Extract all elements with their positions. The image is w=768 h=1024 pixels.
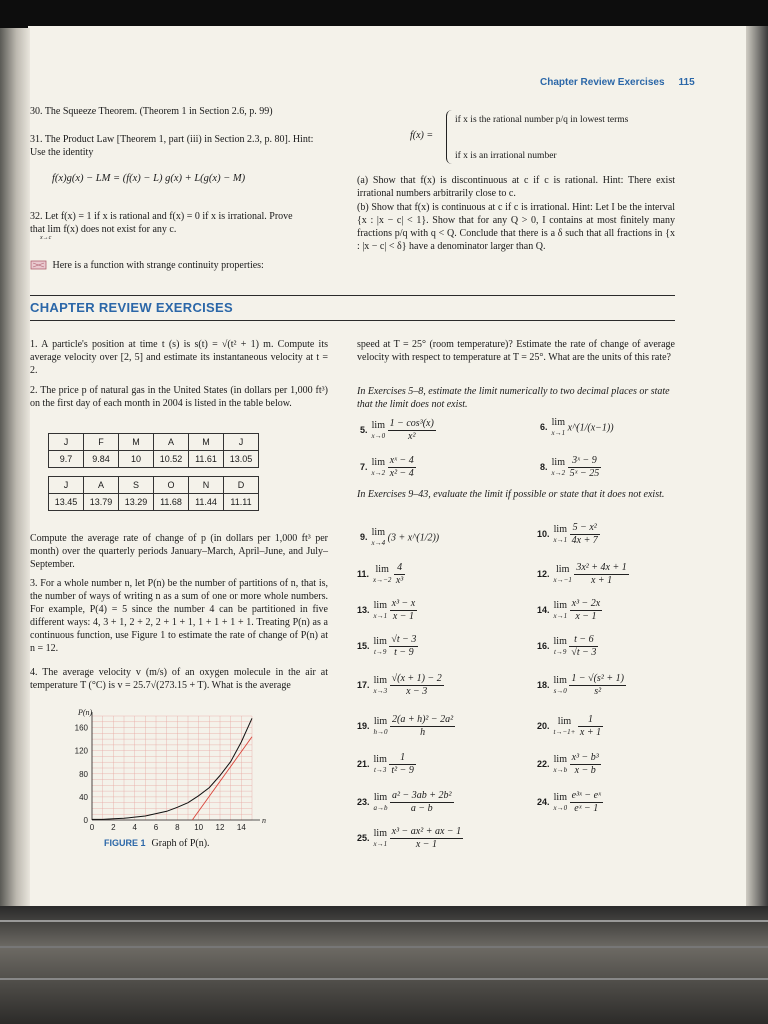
exercise-31-hint: Use the identity xyxy=(30,147,94,158)
limit-operator xyxy=(554,525,568,545)
lim-word: lim xyxy=(553,635,567,647)
y-axis-label: P(n) xyxy=(78,708,93,717)
limit-operator xyxy=(372,528,386,548)
denominator: x − 1 xyxy=(392,611,415,622)
limit-subscript: t→3 xyxy=(373,765,387,774)
fraction xyxy=(578,714,603,739)
lim-word: lim xyxy=(553,599,567,611)
numerator: 4 xyxy=(394,562,405,575)
limit-subscript: h→0 xyxy=(373,727,388,736)
exercise-number: 7. xyxy=(360,461,368,472)
limit-subscript: x→1 xyxy=(373,839,388,848)
exercise-number: 25. xyxy=(357,832,370,843)
table-cell: 11.61 xyxy=(189,451,224,468)
limit-subscript: t→9 xyxy=(373,647,387,656)
limit-subscript: x→1 xyxy=(553,611,568,620)
denominator: t² − 9 xyxy=(391,765,414,776)
fraction xyxy=(574,562,628,587)
instructions-5-8: In Exercises 5–8, estimate the limit numerically to two decimal places or state that the limit does not exist. xyxy=(357,386,670,410)
x-tick-label: 8 xyxy=(175,823,180,832)
denominator: x + 1 xyxy=(590,575,613,586)
exercise-number: 17. xyxy=(357,679,370,690)
lim-word: lim xyxy=(371,456,385,468)
table-header-row xyxy=(49,434,259,451)
denominator: a − b xyxy=(410,803,433,814)
exercise-22 xyxy=(537,752,601,777)
denominator: x − 1 xyxy=(575,611,597,622)
lim-word: lim xyxy=(553,523,567,535)
x-tick-label: 12 xyxy=(215,823,225,832)
x-tick-label: 14 xyxy=(236,823,246,832)
exercise-12 xyxy=(537,562,629,587)
exercise-16 xyxy=(537,634,598,659)
fraction xyxy=(390,826,464,851)
table-header-row xyxy=(49,477,259,494)
table-cell: 13.45 xyxy=(49,494,84,511)
fraction xyxy=(568,455,602,480)
page-number: 115 xyxy=(678,77,695,88)
fraction xyxy=(569,634,598,659)
exercise-18 xyxy=(537,673,626,698)
exercise-number: 19. xyxy=(357,720,370,731)
limit-subscript: x→c xyxy=(40,235,52,241)
numerator: 5 − x² xyxy=(570,522,600,535)
limit-subscript: t→−1+ xyxy=(553,727,576,736)
numerator: x³ − b³ xyxy=(571,752,599,763)
exercise-33a: (a) Show that f(x) is discontinuous at c if c is rational. Hint: There exist irrational numbers arbitrarily close to c. xyxy=(357,175,675,199)
limit-subscript: x→−2 xyxy=(373,575,392,584)
denominator: x² − 4 xyxy=(389,468,414,479)
limit-operator xyxy=(552,458,566,478)
denominator: x − 1 xyxy=(415,839,437,850)
fraction xyxy=(570,752,601,777)
limit-operator xyxy=(554,793,568,813)
numerator: 1 − √(s² + 1) xyxy=(571,673,624,684)
exercise-25 xyxy=(357,826,463,851)
exercise-number: 18. xyxy=(537,679,550,690)
figure-label: FIGURE 1 xyxy=(104,838,146,848)
lim-word: lim xyxy=(373,715,388,727)
running-title: Chapter Review Exercises xyxy=(540,77,665,88)
limit-operator xyxy=(374,755,387,775)
limit-operator xyxy=(552,418,566,438)
lim-word: lim xyxy=(373,674,387,686)
table-cell: M xyxy=(189,434,224,451)
denominator: s² xyxy=(594,686,602,697)
fraction xyxy=(570,790,603,815)
table-cell: 13.29 xyxy=(119,494,154,511)
limit-operator xyxy=(554,755,568,775)
numerator: 3x² + 4x + 1 xyxy=(576,562,627,573)
limit-operator xyxy=(374,717,388,737)
fraction xyxy=(388,418,436,443)
lim-word: lim xyxy=(373,599,387,611)
numerator: e³ˣ − eˣ xyxy=(571,790,601,801)
limit-subscript: t→9 xyxy=(553,647,567,656)
numerator: x³ − x xyxy=(391,598,416,609)
exercise-6 xyxy=(540,418,614,438)
exercise-number: 22. xyxy=(537,758,550,769)
exercise-2: 2. The price p of natural gas in the United States (in dollars per 1,000 ft³) on the first day of each month in 2004 is listed in the table below. xyxy=(30,385,328,409)
lim-word: lim xyxy=(551,417,565,428)
x-axis-label: n xyxy=(262,816,266,825)
section-rule-bottom xyxy=(30,320,675,321)
exercise-32: 32. Let f(x) = 1 if x is rational and f(x) = 0 if x is irrational. Prove xyxy=(30,211,293,222)
limit-operator xyxy=(554,565,572,585)
exercise-2-question: Compute the average rate of change of p (in dollars per 1,000 ft³ per month) over the quarterly periods January–March, April–June, and July–September. xyxy=(30,533,328,570)
limit-subscript: s→0 xyxy=(553,686,567,695)
exercise-19 xyxy=(357,714,455,739)
limit-operator xyxy=(374,676,388,696)
table-cell: 13.79 xyxy=(84,494,119,511)
fraction xyxy=(389,752,416,777)
running-header xyxy=(540,77,695,88)
limit-operator xyxy=(373,565,391,585)
numerator: 2(a + h)² − 2a² xyxy=(392,714,454,725)
gas-price-table-1 xyxy=(48,433,259,468)
section-rule-top xyxy=(30,295,675,296)
numerator: x³ − ax² + ax − 1 xyxy=(391,826,462,837)
exercise-number: 21. xyxy=(357,758,370,769)
lim-word: lim xyxy=(373,827,387,839)
exercise-9 xyxy=(360,528,439,548)
piecewise-case-1: if x is the rational number p/q in lowest terms xyxy=(455,115,629,125)
table-cell: 11.44 xyxy=(189,494,224,511)
limit-expression: x^(1/(x−1)) xyxy=(567,422,614,434)
limit-operator xyxy=(374,793,388,813)
table-cell: 10 xyxy=(119,451,154,468)
numerator: 1 − cos³(x) xyxy=(389,418,434,429)
exercise-number: 24. xyxy=(537,796,550,807)
exercise-number: 10. xyxy=(537,528,550,539)
numerator: √t − 3 xyxy=(391,634,417,645)
table-cell: 9.84 xyxy=(84,451,119,468)
limit-operator xyxy=(374,601,388,621)
gas-price-table-2 xyxy=(48,476,259,511)
lim-word: lim xyxy=(373,791,388,803)
numerator: a² − 3ab + 2b² xyxy=(392,790,452,801)
table-cell: F xyxy=(84,434,119,451)
table-cell: 11.11 xyxy=(224,494,259,511)
fraction xyxy=(390,598,418,623)
tangent-line xyxy=(192,737,252,820)
table-cell: O xyxy=(154,477,189,494)
y-tick-label: 160 xyxy=(74,723,88,733)
denominator: 4x + 7 xyxy=(571,535,598,546)
table-cell: 13.05 xyxy=(224,451,259,468)
exercise-number: 13. xyxy=(357,604,370,615)
y-tick-label: 120 xyxy=(74,746,88,756)
table-cell: 9.7 xyxy=(49,451,84,468)
numerator: t − 6 xyxy=(569,634,598,647)
y-tick-label: 0 xyxy=(83,816,88,825)
limit-subscript: a→b xyxy=(373,803,388,812)
exercise-4: 4. The average velocity v (m/s) of an oxygen molecule in the air at temperature T (°C) is v = 25.7√(273.15 + T). What is the average xyxy=(30,667,328,691)
exercise-17 xyxy=(357,673,444,698)
y-tick-label: 80 xyxy=(79,769,88,779)
exercise-15 xyxy=(357,634,418,659)
lim-word: lim xyxy=(553,674,567,686)
exercise-33-text: Here is a function with strange continuity properties: xyxy=(52,260,264,271)
exercise-24 xyxy=(537,790,603,815)
x-tick-label: 4 xyxy=(132,823,137,832)
lim-word: lim xyxy=(373,753,387,765)
denominator: x − b xyxy=(574,765,596,776)
fraction xyxy=(390,673,444,698)
table-cell: J xyxy=(49,477,84,494)
exercise-number: 5. xyxy=(360,424,368,435)
book-gutter xyxy=(0,28,30,908)
figure-caption-text: Graph of P(n). xyxy=(151,838,210,849)
exercise-5 xyxy=(360,418,436,443)
exercise-number: 12. xyxy=(537,568,550,579)
piecewise-case-2: if x is an irrational number xyxy=(455,151,557,161)
y-tick-label: 40 xyxy=(79,792,88,802)
limit-operator xyxy=(372,458,386,478)
table-cell: J xyxy=(224,434,259,451)
exercise-30: 30. The Squeeze Theorem. (Theorem 1 in Section 2.6, p. 99) xyxy=(30,106,273,117)
exercise-14 xyxy=(537,598,602,623)
fraction xyxy=(570,598,603,623)
lim-word: lim xyxy=(553,791,567,803)
exercise-8 xyxy=(540,455,601,480)
x-tick-label: 10 xyxy=(194,823,204,832)
lim-word: lim xyxy=(553,753,567,765)
exercise-23 xyxy=(357,790,454,815)
limit-operator xyxy=(554,601,568,621)
limit-subscript: x→0 xyxy=(553,803,568,812)
table-cell: M xyxy=(119,434,154,451)
section-title: CHAPTER REVIEW EXERCISES xyxy=(30,300,233,315)
page-edge xyxy=(746,26,768,926)
fraction xyxy=(569,673,626,698)
exercise-21 xyxy=(357,752,416,777)
x-tick-label: 0 xyxy=(89,823,95,832)
denominator: t − 9 xyxy=(394,647,414,658)
exercise-number: 6. xyxy=(540,422,548,433)
lim-word: lim xyxy=(371,527,385,538)
fraction xyxy=(388,455,416,480)
denominator: x² xyxy=(408,431,416,442)
table-cell: D xyxy=(224,477,259,494)
limit-subscript: x→1 xyxy=(553,535,568,544)
limit-subscript: x→4 xyxy=(371,539,386,547)
exercise-number: 14. xyxy=(537,604,550,615)
exercise-number: 11. xyxy=(357,568,370,579)
table-cell: 11.68 xyxy=(154,494,189,511)
fraction xyxy=(390,714,455,739)
limit-subscript: x→1 xyxy=(551,429,566,437)
exercise-number: 16. xyxy=(537,640,550,651)
numerator: 1 xyxy=(389,752,416,765)
exercise-1: 1. A particle's position at time t (s) is s(t) = √(t² + 1) m. Compute its average velocity over [2, 5] and estimate its instantaneous velocity at t = 2. xyxy=(30,339,328,376)
exercise-4-cont: speed at T = 25° (room temperature)? Estimate the rate of change of average velocity with respect to temperature at T = 25°. What are the units of this rate? xyxy=(357,339,675,363)
denominator: eˣ − 1 xyxy=(574,803,599,814)
exercise-number: 9. xyxy=(360,532,368,543)
lim-word: lim xyxy=(551,456,565,468)
numerator: √(x + 1) − 2 xyxy=(391,673,442,684)
numerator: 1 xyxy=(578,714,603,727)
exercise-33 xyxy=(30,259,350,272)
piecewise-brace xyxy=(446,110,455,164)
table-cell: A xyxy=(84,477,119,494)
denominator: x − 3 xyxy=(406,686,428,697)
x-tick-label: 2 xyxy=(111,823,116,832)
limit-operator xyxy=(554,637,567,657)
denominator: √t − 3 xyxy=(571,647,597,658)
limit-operator xyxy=(374,829,388,849)
numerator: 3ˣ − 9 xyxy=(568,455,602,468)
exercise-number: 23. xyxy=(357,796,370,807)
exercise-3: 3. For a whole number n, let P(n) be the number of partitions of n, that is, the number of ways of writing n as a sum of one or more whole numbers. For example, P(4) = 5 since the number 4 can be partitioned in five different ways: 4, 3 + 1, 2 + 2, 2 + 1 + 1, 1 + 1 + 1 + 1. Treating P(n) as a continuous function, use Figure 1 to estimate the rate of change of P(n) at n = 12. xyxy=(30,578,328,654)
lim-word: lim xyxy=(375,563,389,575)
limit-operator xyxy=(554,676,567,696)
table-cell: A xyxy=(154,434,189,451)
table-cell: S xyxy=(119,477,154,494)
denominator: x³ xyxy=(395,575,404,586)
limit-operator xyxy=(374,637,387,657)
exercise-number: 15. xyxy=(357,640,370,651)
exercise-11 xyxy=(357,562,405,587)
lim-word: lim xyxy=(557,715,572,727)
lim-word: lim xyxy=(371,419,385,431)
exercise-32-cont: that lim f(x) does not exist for any c. xyxy=(30,224,177,235)
exercise-13 xyxy=(357,598,417,623)
table-row xyxy=(49,494,259,511)
limit-subscript: x→2 xyxy=(551,468,566,477)
identity-equation: f(x)g(x) − LM = (f(x) − L) g(x) + L(g(x) − M) xyxy=(52,173,246,184)
instructions-9-43: In Exercises 9–43, evaluate the limit if possible or state that it does not exist. xyxy=(357,489,665,500)
exercise-number: 8. xyxy=(540,461,548,472)
table-cell: N xyxy=(189,477,224,494)
figure-caption xyxy=(104,838,210,849)
fraction xyxy=(394,562,405,587)
fraction xyxy=(389,634,418,659)
limit-operator xyxy=(554,717,576,737)
x-tick-label: 6 xyxy=(153,823,159,832)
table-cell: 10.52 xyxy=(154,451,189,468)
limit-subscript: x→b xyxy=(553,765,568,774)
exercise-7 xyxy=(360,455,416,480)
page-stack xyxy=(0,906,768,1024)
limit-subscript: x→−1 xyxy=(553,575,572,584)
table-cell: J xyxy=(49,434,84,451)
numerator: xˣ − 4 xyxy=(388,455,416,468)
computer-exercise-icon xyxy=(30,260,50,271)
figure-1-graph xyxy=(60,708,270,836)
limit-operator xyxy=(372,421,386,441)
limit-subscript: x→1 xyxy=(373,611,388,620)
exercise-31: 31. The Product Law [Theorem 1, part (iii) in Section 2.3, p. 80]. Hint: xyxy=(30,134,314,145)
denominator: h xyxy=(420,727,426,738)
limit-expression: (3 + x^(1/2)) xyxy=(387,532,440,544)
piecewise-fx: f(x) = xyxy=(410,130,434,141)
fraction xyxy=(570,522,600,547)
limit-subscript: x→2 xyxy=(371,468,386,477)
limit-subscript: x→0 xyxy=(371,431,386,440)
exercise-20 xyxy=(537,714,603,739)
lim-word: lim xyxy=(556,563,570,575)
table-row xyxy=(49,451,259,468)
denominator: x + 1 xyxy=(579,727,602,738)
exercise-10 xyxy=(537,522,600,547)
exercise-33b: (b) Show that f(x) is continuous at c if c is irrational. Hint: Let I be the interval {x : |x − c| < 1}. Show that for any Q > 0, I contains at most finitely many fractions p/q with q < Q. Conclude that there is a δ such that all fractions in {x : |x − c| < δ} have a denominator larger than Q. xyxy=(357,202,675,252)
exercise-number: 20. xyxy=(537,720,550,731)
fraction xyxy=(390,790,454,815)
lim-word: lim xyxy=(373,635,387,647)
limit-subscript: x→3 xyxy=(373,686,388,695)
denominator: 5ˣ − 25 xyxy=(569,468,600,479)
numerator: x³ − 2x xyxy=(571,598,601,609)
